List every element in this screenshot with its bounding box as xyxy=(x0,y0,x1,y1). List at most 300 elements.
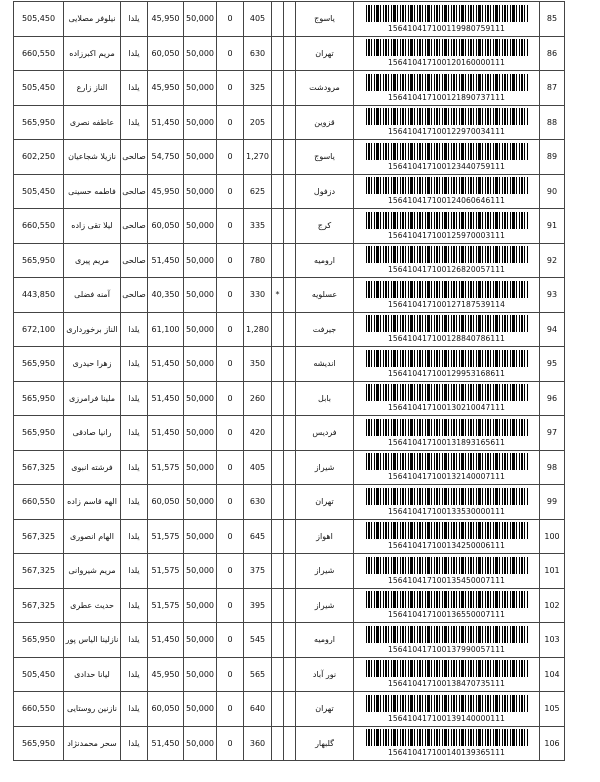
tracking-barcode-cell xyxy=(354,485,540,520)
total-amount-cell: 565,950 xyxy=(14,347,64,382)
service-fee-cell: 50,000 xyxy=(184,278,217,313)
total-amount-cell: 565,950 xyxy=(14,416,64,451)
table-row xyxy=(14,278,565,313)
weight-cell: 640 xyxy=(244,692,272,727)
barcode-graphic xyxy=(366,453,528,470)
extra-charge-cell: 0 xyxy=(217,2,244,37)
recipient-name-cell: لیلا تقی زاده xyxy=(64,209,121,244)
tracking-code: 156410417100125970003111 xyxy=(388,230,505,240)
blank-cell xyxy=(284,71,296,106)
blank-cell xyxy=(284,623,296,658)
extra-charge-cell: 0 xyxy=(217,209,244,244)
extra-charge-cell: 0 xyxy=(217,243,244,278)
barcode-graphic xyxy=(366,419,528,436)
total-amount-cell: 660,550 xyxy=(14,485,64,520)
recipient-name-cell: مریم پیری xyxy=(64,243,121,278)
sender-cell: صالحی xyxy=(121,278,148,313)
destination-city-cell: تهران xyxy=(296,36,354,71)
total-amount-cell: 565,950 xyxy=(14,243,64,278)
tracking-barcode-cell xyxy=(354,174,540,209)
weight-cell: 1,270 xyxy=(244,140,272,175)
destination-city-cell: یاسوج xyxy=(296,140,354,175)
postage-amount-cell: 40,350 xyxy=(148,278,184,313)
table-row xyxy=(14,485,565,520)
postage-amount-cell: 45,950 xyxy=(148,657,184,692)
total-amount-cell: 660,550 xyxy=(14,692,64,727)
tracking-code: 156410417100137990057111 xyxy=(388,644,505,654)
postage-amount-cell: 51,450 xyxy=(148,243,184,278)
sender-cell: یلدا xyxy=(121,381,148,416)
table-row xyxy=(14,588,565,623)
tracking-code: 156410417100127187539114 xyxy=(388,299,505,309)
shipment-table-body xyxy=(14,2,565,761)
blank-cell xyxy=(284,105,296,140)
total-amount-cell: 505,450 xyxy=(14,657,64,692)
destination-city-cell: تهران xyxy=(296,692,354,727)
weight-cell: 405 xyxy=(244,2,272,37)
tracking-barcode-cell xyxy=(354,278,540,313)
total-amount-cell: 443,850 xyxy=(14,278,64,313)
row-number-cell: 106 xyxy=(540,726,565,761)
barcode-graphic xyxy=(366,108,528,125)
mark-cell xyxy=(272,588,284,623)
total-amount-cell: 505,450 xyxy=(14,174,64,209)
row-number-cell: 97 xyxy=(540,416,565,451)
row-number-cell: 95 xyxy=(540,347,565,382)
tracking-code: 156410417100133530000111 xyxy=(388,506,505,516)
mark-cell xyxy=(272,485,284,520)
destination-city-cell: تهران xyxy=(296,485,354,520)
destination-city-cell: ارومیه xyxy=(296,243,354,278)
tracking-code: 156410417100135450007111 xyxy=(388,575,505,585)
recipient-name-cell: عاطفه نصری xyxy=(64,105,121,140)
service-fee-cell: 50,000 xyxy=(184,381,217,416)
destination-city-cell: نور آباد xyxy=(296,657,354,692)
extra-charge-cell: 0 xyxy=(217,692,244,727)
mark-cell xyxy=(272,243,284,278)
service-fee-cell: 50,000 xyxy=(184,243,217,278)
mark-cell xyxy=(272,71,284,106)
postage-amount-cell: 51,575 xyxy=(148,519,184,554)
tracking-code: 156410417100131893165611 xyxy=(388,437,505,447)
tracking-barcode-cell xyxy=(354,554,540,589)
recipient-name-cell: مریم اکبرزاده xyxy=(64,36,121,71)
blank-cell xyxy=(284,381,296,416)
row-number-cell: 86 xyxy=(540,36,565,71)
postage-amount-cell: 51,450 xyxy=(148,381,184,416)
destination-city-cell: قزوین xyxy=(296,105,354,140)
tracking-barcode-cell xyxy=(354,312,540,347)
recipient-name-cell: مریم شیروانی xyxy=(64,554,121,589)
table-row xyxy=(14,209,565,244)
recipient-name-cell: نیلوفر مصلایی xyxy=(64,2,121,37)
postage-amount-cell: 45,950 xyxy=(148,174,184,209)
total-amount-cell: 660,550 xyxy=(14,36,64,71)
mark-cell xyxy=(272,347,284,382)
recipient-name-cell: فاطمه حسینی xyxy=(64,174,121,209)
tracking-barcode-cell xyxy=(354,623,540,658)
weight-cell: 325 xyxy=(244,71,272,106)
sender-cell: یلدا xyxy=(121,36,148,71)
table-row xyxy=(14,140,565,175)
weight-cell: 545 xyxy=(244,623,272,658)
weight-cell: 565 xyxy=(244,657,272,692)
blank-cell xyxy=(284,2,296,37)
barcode-graphic xyxy=(366,315,528,332)
sender-cell: یلدا xyxy=(121,692,148,727)
recipient-name-cell: سحر محمدنژاد xyxy=(64,726,121,761)
row-number-cell: 93 xyxy=(540,278,565,313)
row-number-cell: 100 xyxy=(540,519,565,554)
postage-amount-cell: 51,575 xyxy=(148,588,184,623)
tracking-code: 156410417100136550007111 xyxy=(388,610,505,620)
table-row xyxy=(14,726,565,761)
barcode-graphic xyxy=(366,626,528,643)
tracking-code: 156410417100128840786111 xyxy=(388,334,505,344)
tracking-barcode-cell xyxy=(354,450,540,485)
barcode-graphic xyxy=(366,5,528,22)
mark-cell xyxy=(272,416,284,451)
destination-city-cell: بابل xyxy=(296,381,354,416)
weight-cell: 625 xyxy=(244,174,272,209)
extra-charge-cell: 0 xyxy=(217,278,244,313)
table-row xyxy=(14,2,565,37)
blank-cell xyxy=(284,554,296,589)
mark-cell xyxy=(272,692,284,727)
recipient-name-cell: رانیا صادقی xyxy=(64,416,121,451)
postage-amount-cell: 61,100 xyxy=(148,312,184,347)
total-amount-cell: 567,325 xyxy=(14,554,64,589)
tracking-barcode-cell xyxy=(354,105,540,140)
tracking-code: 156410417100123440759111 xyxy=(388,161,505,171)
recipient-name-cell: لیانا حدادی xyxy=(64,657,121,692)
destination-city-cell: شیراز xyxy=(296,588,354,623)
tracking-code: 156410417100122970034111 xyxy=(388,127,505,137)
blank-cell xyxy=(284,485,296,520)
barcode-graphic xyxy=(366,695,528,712)
total-amount-cell: 565,950 xyxy=(14,381,64,416)
postage-amount-cell: 51,450 xyxy=(148,726,184,761)
barcode-graphic xyxy=(366,212,528,229)
postage-amount-cell: 45,950 xyxy=(148,2,184,37)
sender-cell: یلدا xyxy=(121,347,148,382)
total-amount-cell: 660,550 xyxy=(14,209,64,244)
postage-amount-cell: 51,575 xyxy=(148,554,184,589)
service-fee-cell: 50,000 xyxy=(184,209,217,244)
weight-cell: 630 xyxy=(244,36,272,71)
barcode-graphic xyxy=(366,488,528,505)
barcode-graphic xyxy=(366,729,528,746)
table-row xyxy=(14,347,565,382)
destination-city-cell: گلبهار xyxy=(296,726,354,761)
extra-charge-cell: 0 xyxy=(217,519,244,554)
service-fee-cell: 50,000 xyxy=(184,554,217,589)
barcode-graphic xyxy=(366,557,528,574)
barcode-graphic xyxy=(366,281,528,298)
tracking-barcode-cell xyxy=(354,36,540,71)
mark-cell xyxy=(272,450,284,485)
row-number-cell: 89 xyxy=(540,140,565,175)
tracking-barcode-cell xyxy=(354,726,540,761)
table-row xyxy=(14,416,565,451)
table-row xyxy=(14,554,565,589)
mark-cell xyxy=(272,312,284,347)
barcode-graphic xyxy=(366,143,528,160)
weight-cell: 335 xyxy=(244,209,272,244)
barcode-graphic xyxy=(366,350,528,367)
destination-city-cell: اندیشه xyxy=(296,347,354,382)
blank-cell xyxy=(284,243,296,278)
weight-cell: 330 xyxy=(244,278,272,313)
tracking-code: 156410417100121890737111 xyxy=(388,92,505,102)
tracking-barcode-cell xyxy=(354,381,540,416)
row-number-cell: 101 xyxy=(540,554,565,589)
sender-cell: یلدا xyxy=(121,71,148,106)
blank-cell xyxy=(284,588,296,623)
service-fee-cell: 50,000 xyxy=(184,485,217,520)
postage-amount-cell: 51,575 xyxy=(148,450,184,485)
row-number-cell: 91 xyxy=(540,209,565,244)
recipient-name-cell: فرشته انبوی xyxy=(64,450,121,485)
postage-amount-cell: 60,050 xyxy=(148,209,184,244)
mark-cell xyxy=(272,657,284,692)
service-fee-cell: 50,000 xyxy=(184,105,217,140)
recipient-name-cell: الناز زارع xyxy=(64,71,121,106)
weight-cell: 375 xyxy=(244,554,272,589)
sender-cell: صالحی xyxy=(121,174,148,209)
row-number-cell: 88 xyxy=(540,105,565,140)
table-row xyxy=(14,657,565,692)
recipient-name-cell: حدیث عطری xyxy=(64,588,121,623)
row-number-cell: 102 xyxy=(540,588,565,623)
recipient-name-cell: الهام انصوری xyxy=(64,519,121,554)
row-number-cell: 92 xyxy=(540,243,565,278)
blank-cell xyxy=(284,347,296,382)
recipient-name-cell: نازنین روستایی xyxy=(64,692,121,727)
extra-charge-cell: 0 xyxy=(217,312,244,347)
row-number-cell: 85 xyxy=(540,2,565,37)
tracking-code: 156410417100119980759111 xyxy=(388,23,505,33)
extra-charge-cell: 0 xyxy=(217,381,244,416)
mark-cell xyxy=(272,209,284,244)
extra-charge-cell: 0 xyxy=(217,174,244,209)
recipient-name-cell: الناز برخورداری xyxy=(64,312,121,347)
blank-cell xyxy=(284,36,296,71)
extra-charge-cell: 0 xyxy=(217,416,244,451)
mark-cell xyxy=(272,623,284,658)
shipment-table xyxy=(13,1,565,761)
weight-cell: 205 xyxy=(244,105,272,140)
table-row xyxy=(14,623,565,658)
postage-amount-cell: 54,750 xyxy=(148,140,184,175)
sender-cell: یلدا xyxy=(121,2,148,37)
service-fee-cell: 50,000 xyxy=(184,416,217,451)
postage-amount-cell: 60,050 xyxy=(148,692,184,727)
recipient-name-cell: الهه قاسم زاده xyxy=(64,485,121,520)
mark-cell xyxy=(272,2,284,37)
sender-cell: یلدا xyxy=(121,726,148,761)
service-fee-cell: 50,000 xyxy=(184,519,217,554)
barcode-graphic xyxy=(366,522,528,539)
extra-charge-cell: 0 xyxy=(217,105,244,140)
extra-charge-cell: 0 xyxy=(217,554,244,589)
destination-city-cell: دزفول xyxy=(296,174,354,209)
mark-cell xyxy=(272,105,284,140)
table-row xyxy=(14,450,565,485)
weight-cell: 645 xyxy=(244,519,272,554)
tracking-barcode-cell xyxy=(354,657,540,692)
total-amount-cell: 672,100 xyxy=(14,312,64,347)
destination-city-cell: مرودشت xyxy=(296,71,354,106)
tracking-barcode-cell xyxy=(354,347,540,382)
extra-charge-cell: 0 xyxy=(217,140,244,175)
extra-charge-cell: 0 xyxy=(217,71,244,106)
total-amount-cell: 505,450 xyxy=(14,71,64,106)
recipient-name-cell: زهرا حیدری xyxy=(64,347,121,382)
weight-cell: 420 xyxy=(244,416,272,451)
total-amount-cell: 567,325 xyxy=(14,519,64,554)
weight-cell: 395 xyxy=(244,588,272,623)
blank-cell xyxy=(284,416,296,451)
sender-cell: یلدا xyxy=(121,416,148,451)
postage-amount-cell: 51,450 xyxy=(148,105,184,140)
barcode-graphic xyxy=(366,246,528,263)
recipient-name-cell: نازلینا الیاس پور xyxy=(64,623,121,658)
service-fee-cell: 50,000 xyxy=(184,174,217,209)
sender-cell: صالحی xyxy=(121,209,148,244)
table-row xyxy=(14,174,565,209)
weight-cell: 260 xyxy=(244,381,272,416)
row-number-cell: 99 xyxy=(540,485,565,520)
sender-cell: یلدا xyxy=(121,485,148,520)
destination-city-cell: یاسوج xyxy=(296,2,354,37)
sender-cell: یلدا xyxy=(121,450,148,485)
extra-charge-cell: 0 xyxy=(217,347,244,382)
service-fee-cell: 50,000 xyxy=(184,623,217,658)
service-fee-cell: 50,000 xyxy=(184,36,217,71)
extra-charge-cell: 0 xyxy=(217,36,244,71)
barcode-graphic xyxy=(366,74,528,91)
destination-city-cell: کرج xyxy=(296,209,354,244)
recipient-name-cell: نازیلا شجاعیان xyxy=(64,140,121,175)
postage-amount-cell: 51,450 xyxy=(148,416,184,451)
tracking-barcode-cell xyxy=(354,416,540,451)
sender-cell: یلدا xyxy=(121,554,148,589)
tracking-code: 156410417100139140000111 xyxy=(388,713,505,723)
destination-city-cell: فردیس xyxy=(296,416,354,451)
table-row xyxy=(14,692,565,727)
blank-cell xyxy=(284,726,296,761)
postage-amount-cell: 51,450 xyxy=(148,623,184,658)
destination-city-cell: جیرفت xyxy=(296,312,354,347)
blank-cell xyxy=(284,519,296,554)
mark-cell xyxy=(272,519,284,554)
tracking-barcode-cell xyxy=(354,2,540,37)
service-fee-cell: 50,000 xyxy=(184,726,217,761)
sender-cell: صالحی xyxy=(121,140,148,175)
row-number-cell: 103 xyxy=(540,623,565,658)
row-number-cell: 96 xyxy=(540,381,565,416)
blank-cell xyxy=(284,450,296,485)
sender-cell: یلدا xyxy=(121,588,148,623)
barcode-graphic xyxy=(366,660,528,677)
sender-cell: یلدا xyxy=(121,623,148,658)
row-number-cell: 94 xyxy=(540,312,565,347)
table-row xyxy=(14,71,565,106)
blank-cell xyxy=(284,278,296,313)
mark-cell xyxy=(272,381,284,416)
mark-cell xyxy=(272,726,284,761)
mark-cell xyxy=(272,36,284,71)
postage-amount-cell: 51,450 xyxy=(148,347,184,382)
row-number-cell: 105 xyxy=(540,692,565,727)
extra-charge-cell: 0 xyxy=(217,657,244,692)
service-fee-cell: 50,000 xyxy=(184,312,217,347)
weight-cell: 360 xyxy=(244,726,272,761)
total-amount-cell: 602,250 xyxy=(14,140,64,175)
service-fee-cell: 50,000 xyxy=(184,2,217,37)
blank-cell xyxy=(284,657,296,692)
tracking-code: 156410417100134250006111 xyxy=(388,541,505,551)
total-amount-cell: 505,450 xyxy=(14,2,64,37)
barcode-graphic xyxy=(366,177,528,194)
service-fee-cell: 50,000 xyxy=(184,450,217,485)
blank-cell xyxy=(284,209,296,244)
tracking-code: 156410417100132140007111 xyxy=(388,472,505,482)
service-fee-cell: 50,000 xyxy=(184,692,217,727)
destination-city-cell: شیراز xyxy=(296,450,354,485)
destination-city-cell: شیراز xyxy=(296,554,354,589)
tracking-barcode-cell xyxy=(354,588,540,623)
barcode-graphic xyxy=(366,39,528,56)
weight-cell: 1,280 xyxy=(244,312,272,347)
total-amount-cell: 565,950 xyxy=(14,623,64,658)
row-number-cell: 104 xyxy=(540,657,565,692)
extra-charge-cell: 0 xyxy=(217,588,244,623)
postage-amount-cell: 60,050 xyxy=(148,485,184,520)
tracking-barcode-cell xyxy=(354,519,540,554)
tracking-code: 156410417100129953168611 xyxy=(388,368,505,378)
sender-cell: یلدا xyxy=(121,105,148,140)
mark-cell xyxy=(272,140,284,175)
barcode-graphic xyxy=(366,384,528,401)
recipient-name-cell: آمنه فضلی xyxy=(64,278,121,313)
row-number-cell: 90 xyxy=(540,174,565,209)
row-number-cell: 87 xyxy=(540,71,565,106)
sender-cell: یلدا xyxy=(121,519,148,554)
weight-cell: 780 xyxy=(244,243,272,278)
sender-cell: صالحی xyxy=(121,243,148,278)
table-row xyxy=(14,243,565,278)
tracking-code: 156410417100120160000111 xyxy=(388,58,505,68)
table-row xyxy=(14,105,565,140)
service-fee-cell: 50,000 xyxy=(184,657,217,692)
mark-cell xyxy=(272,554,284,589)
extra-charge-cell: 0 xyxy=(217,623,244,658)
table-row xyxy=(14,36,565,71)
destination-city-cell: اهواز xyxy=(296,519,354,554)
sender-cell: یلدا xyxy=(121,657,148,692)
tracking-barcode-cell xyxy=(354,209,540,244)
postage-amount-cell: 45,950 xyxy=(148,71,184,106)
blank-cell xyxy=(284,312,296,347)
weight-cell: 350 xyxy=(244,347,272,382)
barcode-graphic xyxy=(366,591,528,608)
tracking-code: 156410417100130210047111 xyxy=(388,403,505,413)
service-fee-cell: 50,000 xyxy=(184,588,217,623)
extra-charge-cell: 0 xyxy=(217,450,244,485)
mark-cell: * xyxy=(272,278,284,313)
